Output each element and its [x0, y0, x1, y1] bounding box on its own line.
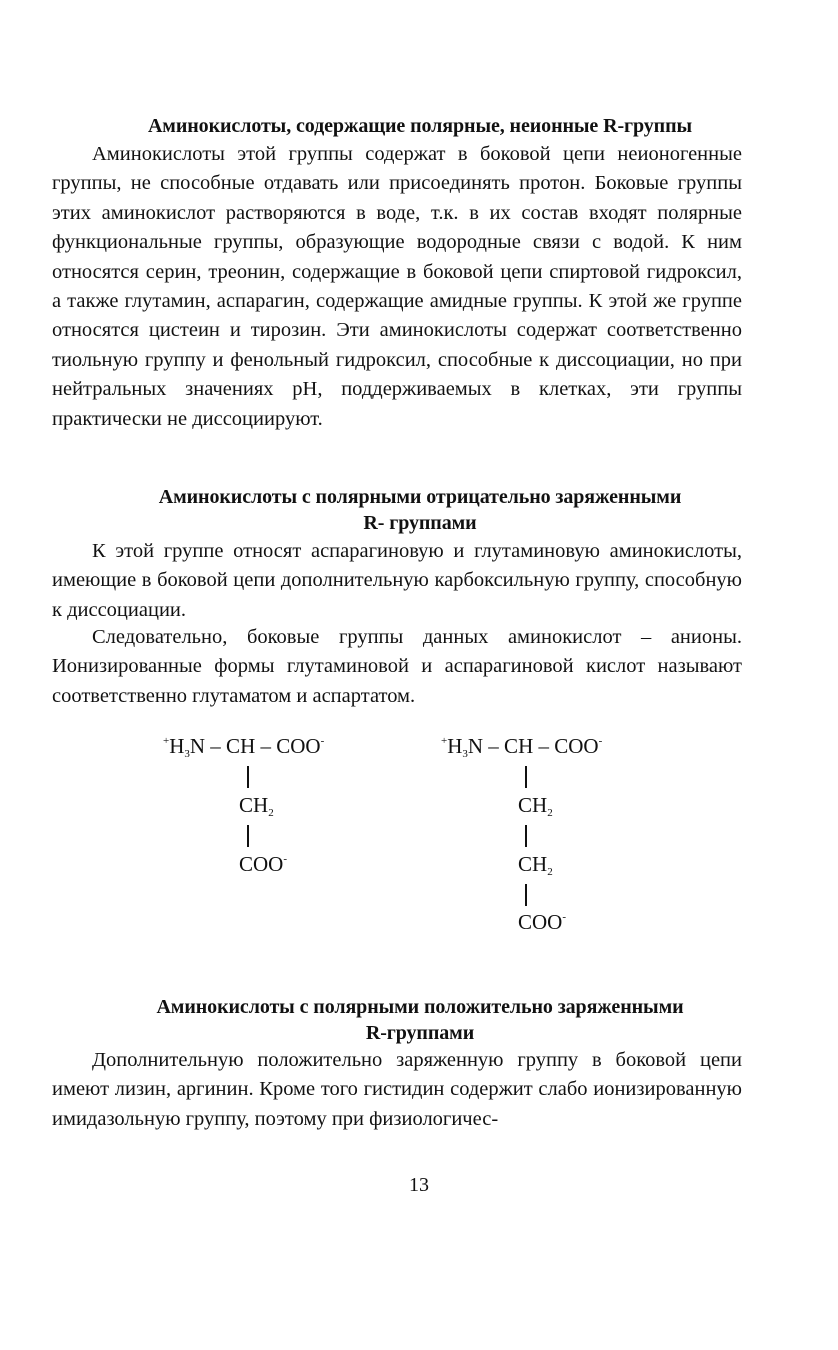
glutamate-coo: COO- — [518, 910, 567, 934]
glutamate-ch2-second: $CH_2$ — [518, 852, 553, 878]
section-heading-negative-line2: R- группами — [363, 512, 477, 534]
section-heading-positive-line2: R-группами — [365, 1022, 475, 1044]
bond-line — [525, 884, 527, 906]
section-heading-positive-line1: Аминокислоты с полярными положительно заряженными — [156, 996, 684, 1018]
aspartate-ch2: $CH_2$ — [239, 793, 274, 819]
paragraph-neutral-polar: Аминокислоты этой группы содержат в боковой цепи неионогенные группы, не способные отдавать или присоединять протон. Боковые группы этих аминокислот растворяются в воде, т.к. в их состав входят полярные функциональные группы, образующие водородные связи с водой. К ним относятся серин, треонин, содержащие в боковой цепи спиртовой гидроксил, а также глутамин, аспарагин, содержащие амидные группы. К этой же группе относятся цистеин и тирозин. Эти аминокислоты содержат соответственно тиольную группу и фенольный гидроксил, способные к диссоциации, но при нейтральных значениях pH, поддерживаемых в клетках, эти группы практически не диссоциируют. — [52, 143, 742, 430]
bond-line — [247, 766, 249, 788]
aspartate-coo: COO- — [239, 852, 288, 876]
paragraph-negative-2: Следовательно, боковые группы данных аминокислот – анионы. Ионизированные формы глутаминовой и аспарагиновой кислот называют соответственно глутаматом и аспартатом. — [52, 626, 742, 707]
paragraph-positive: Дополнительную положительно заряженную группу в боковой цепи имеют лизин, аргинин. Кроме того гистидин содержит слабо ионизированную имидазольную группу, поэтому при физиологичес- — [52, 1049, 742, 1130]
bond-line — [525, 766, 527, 788]
section-heading-negative-line1: Аминокислоты с полярными отрицательно заряженными — [158, 486, 682, 508]
glutamate-ch2-first: $CH_2$ — [518, 793, 553, 819]
section-heading-neutral-polar: Аминокислоты, содержащие полярные, неионные R-группы — [147, 115, 693, 137]
aspartate-formula — [163, 736, 383, 886]
page-number: 13 — [409, 1174, 429, 1196]
aspartate-backbone: $^+H_3N$ – CH – COO- — [163, 734, 325, 760]
bond-line — [525, 825, 527, 847]
glutamate-backbone: $^+H_3N$ – CH – COO- — [441, 734, 603, 760]
glutamate-formula — [441, 736, 661, 936]
paragraph-negative-1: К этой группе относят аспарагиновую и глутаминовую аминокислоты, имеющие в боковой цепи дополнительную карбоксильную группу, способную к диссоциации. — [52, 540, 742, 621]
bond-line — [247, 825, 249, 847]
